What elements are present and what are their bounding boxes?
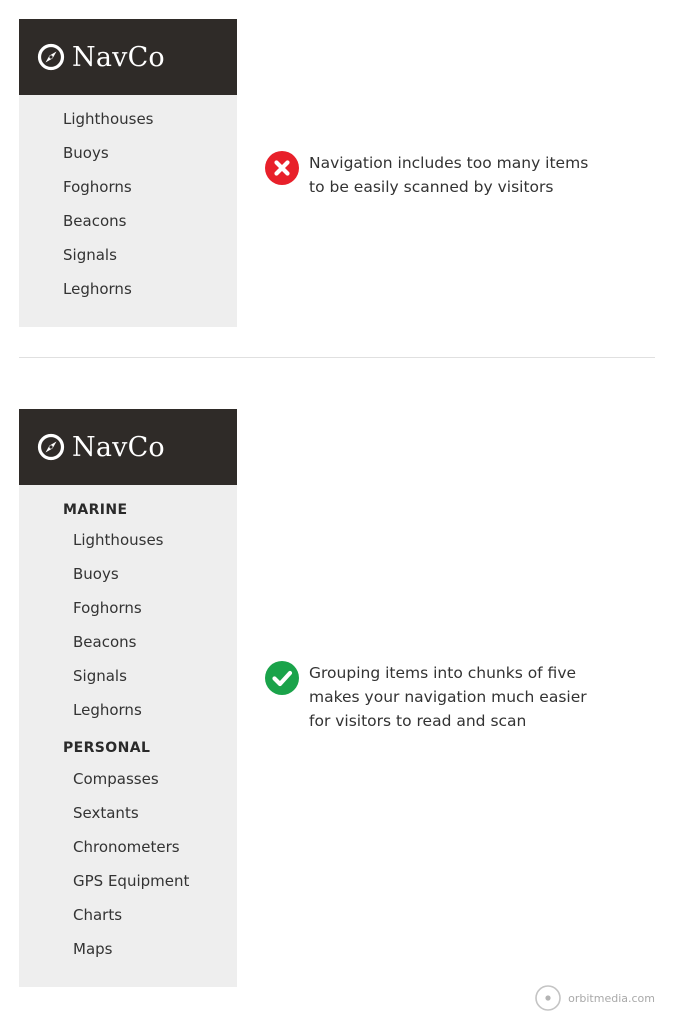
nav-item-beacons[interactable]: Beacons [63, 212, 127, 230]
note-line: Grouping items into chunks of five [309, 664, 577, 682]
nav-header [19, 409, 237, 485]
nav-item-beacons[interactable]: Beacons [73, 633, 137, 651]
nav-item-buoys[interactable]: Buoys [73, 565, 119, 583]
good-example-note [265, 661, 629, 733]
flat-navigation-panel [19, 19, 237, 327]
check-circle-icon [265, 661, 299, 695]
note-line: for visitors to read and scan [309, 712, 527, 730]
grouped-navigation-panel [19, 409, 237, 987]
bad-example-text [309, 151, 629, 199]
nav-item-gps-equipment[interactable]: GPS Equipment [73, 872, 190, 890]
watermark [534, 984, 655, 1012]
watermark-text: orbitmedia.com [568, 991, 655, 1005]
note-line: makes your navigation much easier [309, 688, 587, 706]
compass-icon [37, 433, 65, 461]
nav-item-lighthouses[interactable]: Lighthouses [73, 531, 164, 549]
nav-item-foghorns[interactable]: Foghorns [63, 178, 132, 196]
nav-item-leghorns[interactable]: Leghorns [63, 280, 132, 298]
nav-item-charts[interactable]: Charts [73, 906, 123, 924]
nav-item-leghorns[interactable]: Leghorns [73, 701, 142, 719]
nav-item-maps[interactable]: Maps [73, 940, 113, 958]
note-line: Navigation includes too many items [309, 154, 589, 172]
brand-name: NavCo [72, 41, 165, 73]
good-example-text [309, 661, 629, 733]
nav-item-signals[interactable]: Signals [73, 667, 127, 685]
group-label-personal: PERSONAL [63, 740, 151, 756]
compass-icon [37, 43, 65, 71]
nav-item-chronometers[interactable]: Chronometers [73, 838, 180, 856]
brand-name: NavCo [72, 431, 165, 463]
nav-item-sextants[interactable]: Sextants [73, 804, 139, 822]
bad-example-note [265, 151, 629, 199]
orbit-logo-icon [534, 984, 562, 1012]
nav-header [19, 19, 237, 95]
note-line: to be easily scanned by visitors [309, 178, 554, 196]
nav-item-foghorns[interactable]: Foghorns [73, 599, 142, 617]
nav-item-compasses[interactable]: Compasses [73, 770, 159, 788]
nav-item-buoys[interactable]: Buoys [63, 144, 109, 162]
nav-item-lighthouses[interactable]: Lighthouses [63, 110, 154, 128]
section-divider [19, 357, 655, 358]
x-circle-icon [265, 151, 299, 185]
group-label-marine: MARINE [63, 502, 128, 518]
nav-item-signals[interactable]: Signals [63, 246, 117, 264]
